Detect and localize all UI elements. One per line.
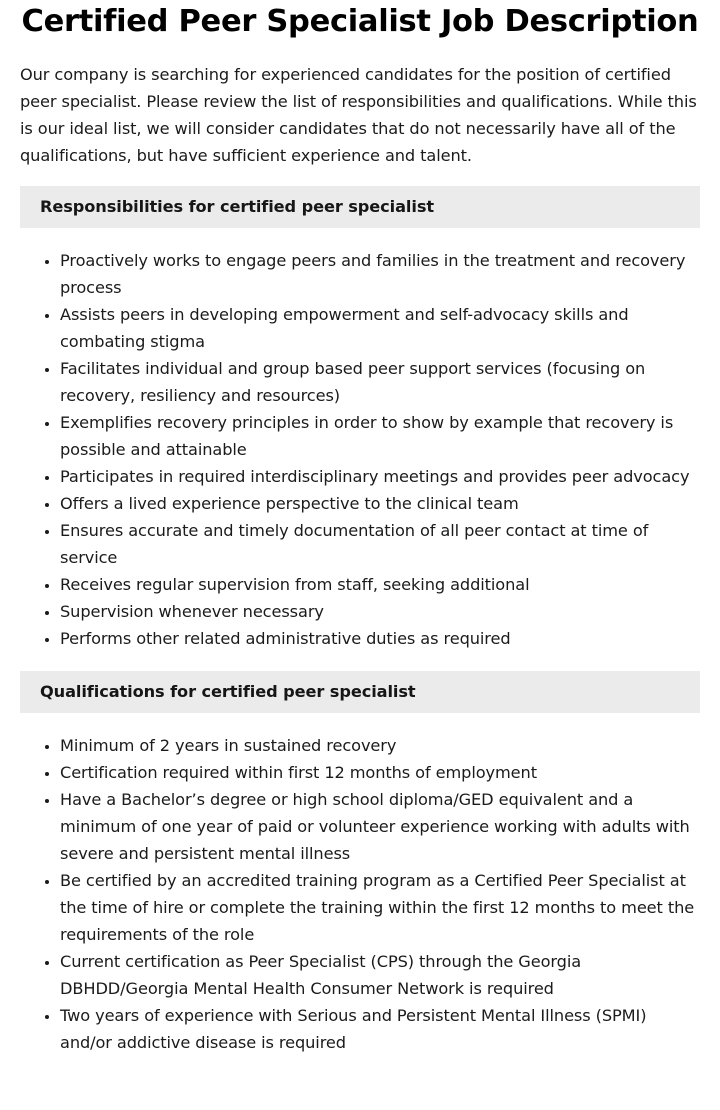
list-item: • Two years of experience with Serious and Persistent Mental Illness (SPMI) and/or addictive disease is required [60,1002,700,1056]
intro-paragraph: Our company is searching for experienced candidates for the position of certified peer specialist. Please review the list of responsibilities and qualifications. While this is our ideal list, we will consider candidates that do not necessarily have all of the qualifications, but have sufficient experience and talent. [20,65,697,165]
list-item: • Receives regular supervision from staff, seeking additional [60,571,700,598]
list-item: • Participates in required interdisciplinary meetings and provides peer advocacy [60,463,700,490]
list-item: • Minimum of 2 years in sustained recovery [60,732,700,759]
list-item: • Be certified by an accredited training program as a Certified Peer Specialist at the time of hire or complete the training within the first 12 months to meet the requirements of the role [60,867,700,948]
list-item: • Have a Bachelor’s degree or high school diploma/GED equivalent and a minimum of one year of paid or volunteer experience working with adults with severe and persistent mental illness [60,786,700,867]
list-item: • Exemplifies recovery principles in order to show by example that recovery is possible and attainable [60,409,700,463]
list-item: • Facilitates individual and group based peer support services (focusing on recovery, resiliency and resources) [60,355,700,409]
list-item: • Certification required within first 12 months of employment [60,759,700,786]
list-item: • Offers a lived experience perspective to the clinical team [60,490,700,517]
qualifications-header: Qualifications for certified peer specialist [20,671,700,713]
responsibilities-header: Responsibilities for certified peer specialist [20,186,700,228]
responsibilities-list [20,247,700,652]
list-item: • Current certification as Peer Specialist (CPS) through the Georgia DBHDD/Georgia Mental Health Consumer Network is required [60,948,700,1002]
list-item: • Performs other related administrative duties as required [60,625,700,652]
page-title: Certified Peer Specialist Job Description [21,4,699,39]
list-item: • Assists peers in developing empowerment and self-advocacy skills and combating stigma [60,301,700,355]
qualifications-list [20,732,700,1056]
list-item: • Supervision whenever necessary [60,598,700,625]
list-item: • Ensures accurate and timely documentation of all peer contact at time of service [60,517,700,571]
list-item: • Proactively works to engage peers and families in the treatment and recovery process [60,247,700,301]
